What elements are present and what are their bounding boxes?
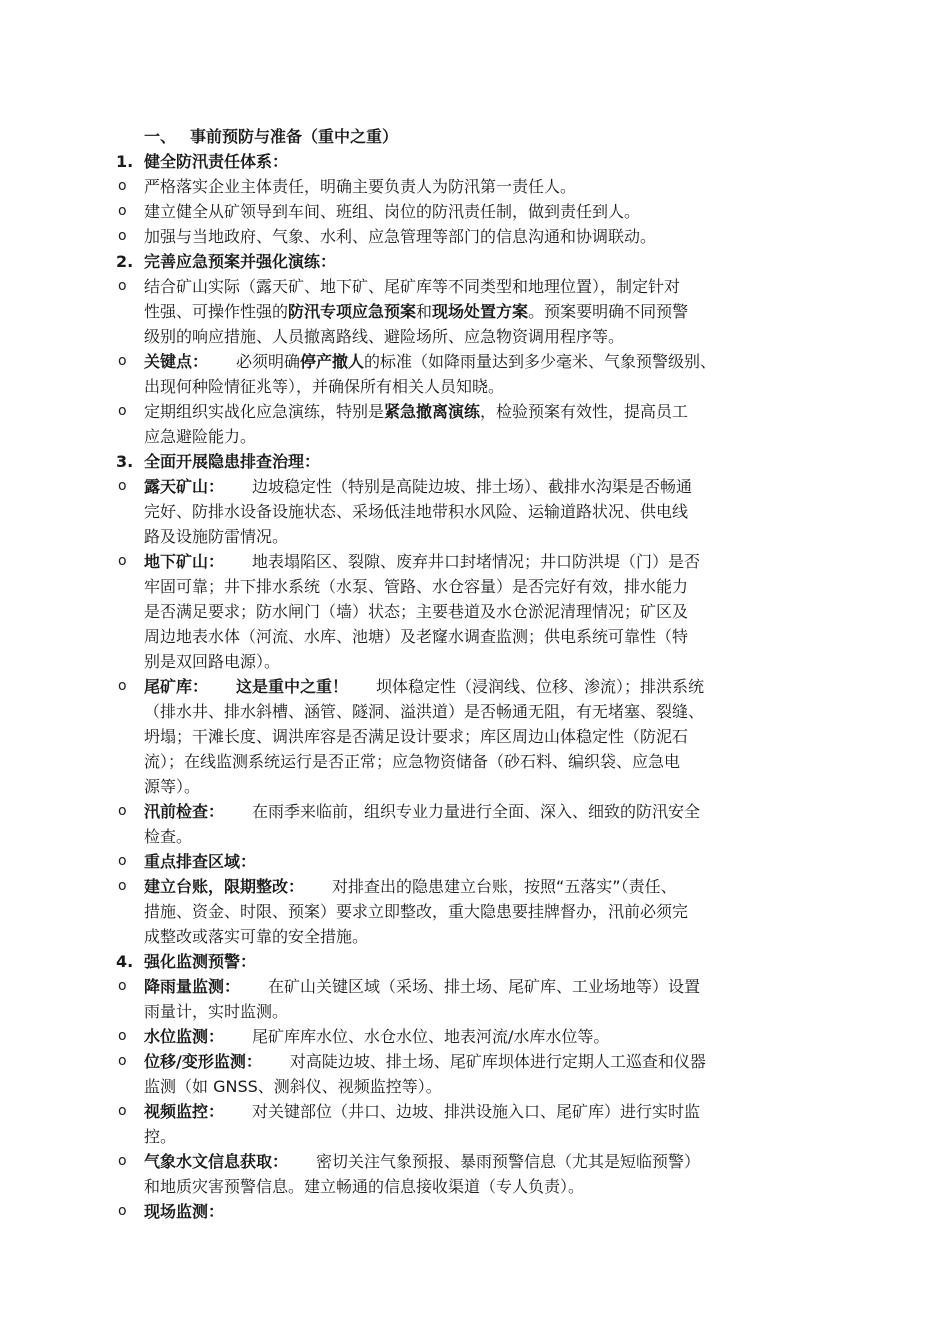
item-text	[144, 249, 822, 274]
item-text	[144, 449, 822, 474]
item-text	[144, 549, 822, 674]
body-text: ，检验预案有效性，提高员工	[480, 402, 689, 421]
section-heading	[112, 124, 822, 149]
item-text	[144, 974, 822, 1024]
bold-text: 水位监测：	[144, 1027, 225, 1046]
body-text: 完好、防排水设备设施状态、采场低洼地带积水风险、运输道路状况、供电线	[144, 502, 689, 521]
bullet-marker: o	[118, 203, 127, 219]
list-number: 2.	[116, 252, 134, 271]
text-line	[144, 324, 822, 349]
list-number: 3.	[116, 452, 134, 471]
body-text: 对高陡边坡、排土场、尾矿库坝体进行定期人工巡查和仪器	[289, 1052, 706, 1071]
item-text	[144, 874, 822, 949]
text-line	[144, 1199, 822, 1224]
text-line	[144, 474, 822, 499]
item-text	[144, 949, 822, 974]
text-line	[144, 799, 822, 824]
list-number: 1.	[116, 152, 134, 171]
text-line	[144, 1049, 822, 1074]
text-line	[144, 299, 822, 324]
text-line	[144, 974, 822, 999]
body-text: 和	[416, 302, 433, 321]
item-text	[144, 1199, 822, 1224]
bullet-marker: o	[118, 553, 127, 569]
text-line	[144, 874, 822, 899]
bold-text: 强化监测预警：	[144, 952, 257, 971]
bullet-marker: o	[118, 1053, 127, 1069]
bullet-marker: o	[118, 878, 127, 894]
bullet-marker: o	[118, 278, 127, 294]
bullet-item	[112, 674, 822, 799]
bold-text: 降雨量监测：	[144, 977, 241, 996]
text-line	[144, 1074, 822, 1099]
bullet-marker: o	[118, 403, 127, 419]
bold-text: 停产撤人	[300, 352, 365, 371]
bullet-item	[112, 349, 822, 399]
text-line	[144, 149, 822, 174]
body-text: 控。	[144, 1127, 177, 1146]
text-line	[144, 224, 822, 249]
body-text: 监测（如 GNSS、测斜仪、视频监控等）。	[144, 1077, 442, 1096]
text-line	[144, 649, 822, 674]
section-number: 一、	[144, 127, 177, 146]
body-text: 对排查出的隐患建立台账，按照“五落实”（责任、	[332, 877, 677, 896]
body-text: 雨量计，实时监测。	[144, 1002, 289, 1021]
text-line	[144, 574, 822, 599]
body-text: 路及设施防雷情况。	[144, 527, 289, 546]
bullet-item	[112, 549, 822, 674]
text-line	[144, 424, 822, 449]
bullet-marker: o	[118, 978, 127, 994]
bold-text: 完善应急预案并强化演练：	[144, 252, 337, 271]
bold-text: 现场处置方案	[432, 302, 529, 321]
body-text: 级别的响应措施、人员撤离路线、避险场所、应急物资调用程序等。	[144, 327, 625, 346]
bullet-item	[112, 174, 822, 199]
item-list	[112, 149, 822, 1224]
body-text: 别是双回路电源）。	[144, 652, 281, 671]
text-line	[144, 199, 822, 224]
body-text: 结合矿山实际（露天矿、地下矿、尾矿库等不同类型和地理位置），制定针对	[144, 277, 681, 296]
text-line	[144, 1124, 822, 1149]
text-line	[144, 1149, 822, 1174]
text-line	[144, 824, 822, 849]
text-line	[144, 499, 822, 524]
text-line	[144, 999, 822, 1024]
body-text: 在矿山关键区域（采场、排土场、尾矿库、工业场地等）设置	[268, 977, 701, 996]
body-text: 在雨季来临前，组织专业力量进行全面、深入、细致的防汛安全	[252, 802, 701, 821]
bullet-marker: o	[118, 478, 127, 494]
body-text: 建立健全从矿领导到车间、班组、岗位的防汛责任制，做到责任到人。	[144, 202, 641, 221]
bullet-marker: o	[118, 803, 127, 819]
body-text: 出现何种险情征兆等），并确保所有相关人员知晓。	[144, 377, 505, 396]
bold-text: 汛前检查：	[144, 802, 225, 821]
bullet-marker: o	[118, 178, 127, 194]
bullet-item	[112, 1199, 822, 1224]
bold-text: 地下矿山：	[144, 552, 225, 571]
text-line	[144, 524, 822, 549]
text-line	[144, 374, 822, 399]
text-line	[144, 349, 822, 374]
item-text	[144, 349, 822, 399]
text-line	[144, 724, 822, 749]
text-line	[144, 1099, 822, 1124]
bullet-item	[112, 399, 822, 449]
bold-text: 这是重中之重！	[236, 677, 349, 696]
body-text: 周边地表水体（河流、水库、池塘）及老窿水调查监测；供电系统可靠性（特	[144, 627, 689, 646]
text-line	[144, 174, 822, 199]
item-text	[144, 174, 822, 199]
text-line	[144, 924, 822, 949]
bold-text: 露天矿山：	[144, 477, 225, 496]
bullet-marker: o	[118, 1203, 127, 1219]
body-text: 严格落实企业主体责任，明确主要负责人为防汛第一责任人。	[144, 177, 577, 196]
bold-text: 重点排查区域：	[144, 852, 257, 871]
body-text: 应急避险能力。	[144, 427, 257, 446]
bullet-item	[112, 799, 822, 849]
numbered-heading	[112, 249, 822, 274]
body-text: 对关键部位（井口、边坡、排洪设施入口、尾矿库）进行实时监	[252, 1102, 701, 1121]
body-text: 成整改或落实可靠的安全措施。	[144, 927, 369, 946]
text-line	[144, 749, 822, 774]
bullet-marker: o	[118, 353, 127, 369]
bold-text: 防汛专项应急预案	[288, 302, 417, 321]
body-text: 的标准（如降雨量达到多少毫米、气象预警级别、	[364, 352, 717, 371]
text-line	[144, 1174, 822, 1199]
bullet-item	[112, 274, 822, 349]
body-text: 流）；在线监测系统运行是否正常；应急物资储备（砂石料、编织袋、应急电	[144, 752, 681, 771]
text-line	[144, 899, 822, 924]
bullet-marker: o	[118, 678, 127, 694]
text-line	[144, 274, 822, 299]
body-text: 是否满足要求；防水闸门（墙）状态；主要巷道及水仓淤泥清理情况；矿区及	[144, 602, 689, 621]
numbered-heading	[112, 449, 822, 474]
body-text: 尾矿库库水位、水仓水位、地表河流/水库水位等。	[252, 1027, 610, 1046]
item-text	[144, 1149, 822, 1199]
body-text: （排水井、排水斜槽、涵管、隧洞、溢洪道）是否畅通无阻，有无堵塞、裂缝、	[144, 702, 705, 721]
body-text: 牢固可靠；井下排水系统（水泵、管路、水仓容量）是否完好有效，排水能力	[144, 577, 689, 596]
item-text	[144, 399, 822, 449]
body-text: 措施、资金、时限、预案）要求立即整改，重大隐患要挂牌督办，汛前必须完	[144, 902, 689, 921]
text-line	[144, 699, 822, 724]
text-line	[144, 674, 822, 699]
body-text: 必须明确	[236, 352, 301, 371]
item-text	[144, 474, 822, 549]
body-text: 性强、可操作性强的	[144, 302, 289, 321]
body-text: 加强与当地政府、气象、水利、应急管理等部门的信息沟通和协调联动。	[144, 227, 657, 246]
bullet-item	[112, 849, 822, 874]
section-title: 事前预防与准备（重中之重）	[190, 127, 399, 146]
bullet-marker: o	[118, 1153, 127, 1169]
bullet-item	[112, 224, 822, 249]
item-text	[144, 849, 822, 874]
bullet-item	[112, 874, 822, 949]
bold-text: 建立台账，限期整改：	[144, 877, 305, 896]
text-line	[144, 1024, 822, 1049]
item-text	[144, 799, 822, 849]
text-line	[144, 849, 822, 874]
text-line	[144, 249, 822, 274]
numbered-heading	[112, 949, 822, 974]
item-text	[144, 1024, 822, 1049]
bullet-item	[112, 974, 822, 1024]
text-line	[144, 774, 822, 799]
document-body	[112, 124, 822, 1224]
bullet-item	[112, 199, 822, 224]
text-line	[144, 549, 822, 574]
bullet-item	[112, 474, 822, 549]
bold-text: 健全防汛责任体系：	[144, 152, 289, 171]
bullet-item	[112, 1149, 822, 1199]
bold-text: 全面开展隐患排查治理：	[144, 452, 321, 471]
bullet-marker: o	[118, 228, 127, 244]
numbered-heading	[112, 149, 822, 174]
item-text	[144, 1049, 822, 1099]
text-line	[144, 624, 822, 649]
bullet-marker: o	[118, 853, 127, 869]
body-text: 源等）。	[144, 777, 201, 796]
bullet-item	[112, 1024, 822, 1049]
bullet-marker: o	[118, 1103, 127, 1119]
bullet-item	[112, 1049, 822, 1099]
text-line	[144, 949, 822, 974]
item-text	[144, 149, 822, 174]
bold-text: 视频监控：	[144, 1102, 225, 1121]
bold-text: 紧急撤离演练	[384, 402, 481, 421]
text-line	[144, 599, 822, 624]
bold-text: 气象水文信息获取：	[144, 1152, 289, 1171]
bold-text: 关键点：	[144, 352, 209, 371]
body-text: 坍塌；干滩长度、调洪库容是否满足设计要求；库区周边山体稳定性（防泥石	[144, 727, 689, 746]
item-text	[144, 674, 822, 799]
body-text: 边坡稳定性（特别是高陡边坡、排土场）、截排水沟渠是否畅通	[252, 477, 693, 496]
item-text	[144, 1099, 822, 1149]
bold-text: 尾矿库：	[144, 677, 209, 696]
body-text: 定期组织实战化应急演练，特别是	[144, 402, 385, 421]
item-text	[144, 224, 822, 249]
text-line	[144, 399, 822, 424]
body-text: 密切关注气象预报、暴雨预警信息（尤其是短临预警）	[316, 1152, 701, 1171]
item-text	[144, 199, 822, 224]
body-text: 。预案要明确不同预警	[528, 302, 689, 321]
body-text: 地表塌陷区、裂隙、废弃井口封堵情况；井口防洪堤（门）是否	[252, 552, 701, 571]
bold-text: 位移/变形监测：	[144, 1052, 262, 1071]
item-text	[144, 274, 822, 349]
body-text: 坝体稳定性（浸润线、位移、渗流）；排洪系统	[376, 677, 705, 696]
body-text: 检查。	[144, 827, 193, 846]
body-text: 和地质灾害预警信息。建立畅通的信息接收渠道（专人负责）。	[144, 1177, 585, 1196]
text-line	[144, 449, 822, 474]
bullet-marker: o	[118, 1028, 127, 1044]
list-number: 4.	[116, 952, 134, 971]
bold-text: 现场监测：	[144, 1202, 225, 1221]
bullet-item	[112, 1099, 822, 1149]
